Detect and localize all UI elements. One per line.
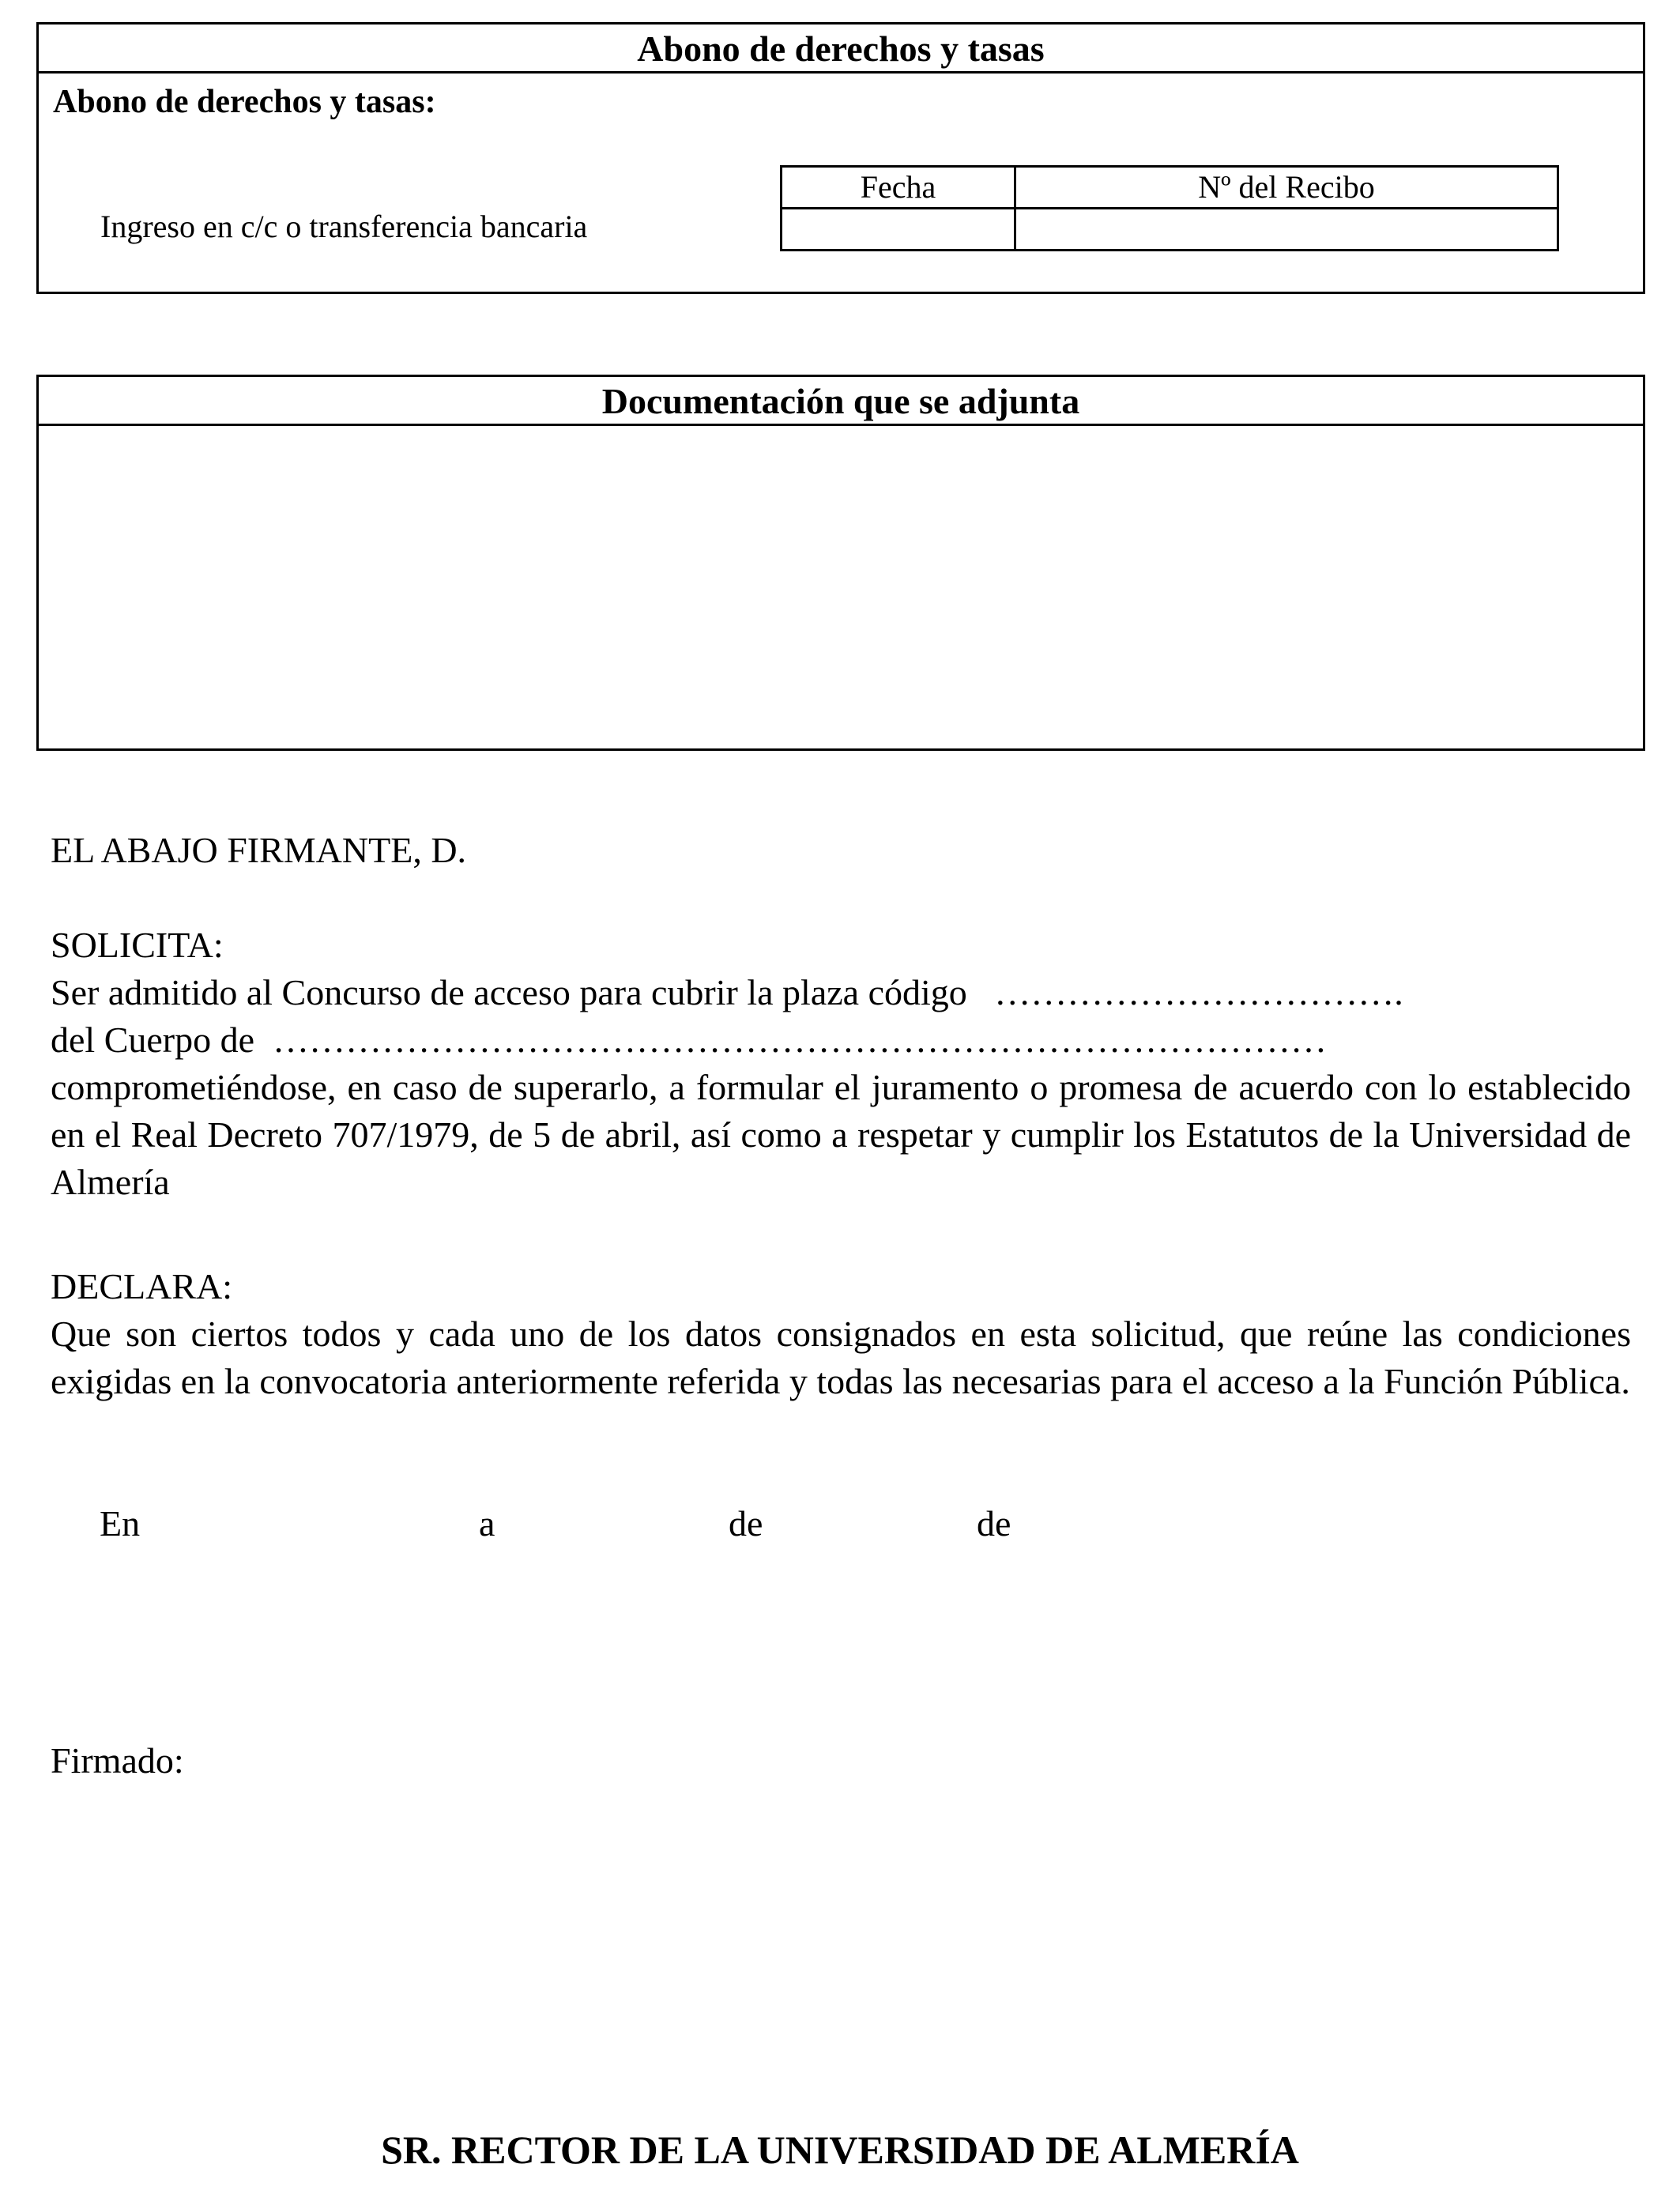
solicita-cuerpo-line: del Cuerpo de …………………………………………………………………………… bbox=[51, 1020, 1328, 1060]
abono-subheading: Abono de derechos y tasas: bbox=[53, 84, 436, 120]
declara-heading: DECLARA: bbox=[51, 1266, 232, 1306]
solicita-text: comprometiéndose, en caso de superarlo, a formular el juramento o promesa de acuerdo con lo establecido en el Real Decreto 707/1979, de 5 de abril, así como a respetar y cumplir los Estatutos de la Universidad de Almería bbox=[51, 1067, 1631, 1202]
abono-section bbox=[36, 22, 1645, 294]
recibo-table bbox=[780, 165, 1559, 251]
fecha-field[interactable] bbox=[782, 209, 1015, 251]
documentacion-title: Documentación que se adjunta bbox=[39, 377, 1643, 426]
fecha-de-mes: de bbox=[729, 1503, 763, 1544]
ingreso-label: Ingreso en c/c o transferencia bancaria bbox=[100, 209, 588, 244]
fecha-de-anio: de bbox=[977, 1503, 1011, 1544]
fecha-header: Fecha bbox=[782, 167, 1015, 209]
solicita-plaza-line: Ser admitido al Concurso de acceso para cubrir la plaza código ……………………………. bbox=[51, 972, 1403, 1012]
documentacion-field[interactable] bbox=[39, 426, 1643, 742]
recibo-header: Nº del Recibo bbox=[1015, 167, 1558, 209]
fecha-en: En bbox=[100, 1503, 141, 1544]
documentacion-section bbox=[36, 375, 1645, 751]
abono-title: Abono de derechos y tasas bbox=[39, 25, 1643, 74]
fecha-a: a bbox=[479, 1503, 495, 1544]
firmado-label: Firmado: bbox=[51, 1740, 184, 1781]
declara-text: Que son ciertos todos y cada uno de los datos consignados en esta solicitud, que reúne las condiciones exigidas en la convocatoria anteriormente referida y todas las necesarias para el acceso a la Función Pública. bbox=[51, 1314, 1631, 1401]
rector-addressee: SR. RECTOR DE LA UNIVERSIDAD DE ALMERÍA bbox=[381, 2128, 1299, 2172]
recibo-field[interactable] bbox=[1015, 209, 1558, 251]
firmante-label: EL ABAJO FIRMANTE, D. bbox=[51, 830, 467, 870]
solicita-heading: SOLICITA: bbox=[51, 925, 224, 965]
